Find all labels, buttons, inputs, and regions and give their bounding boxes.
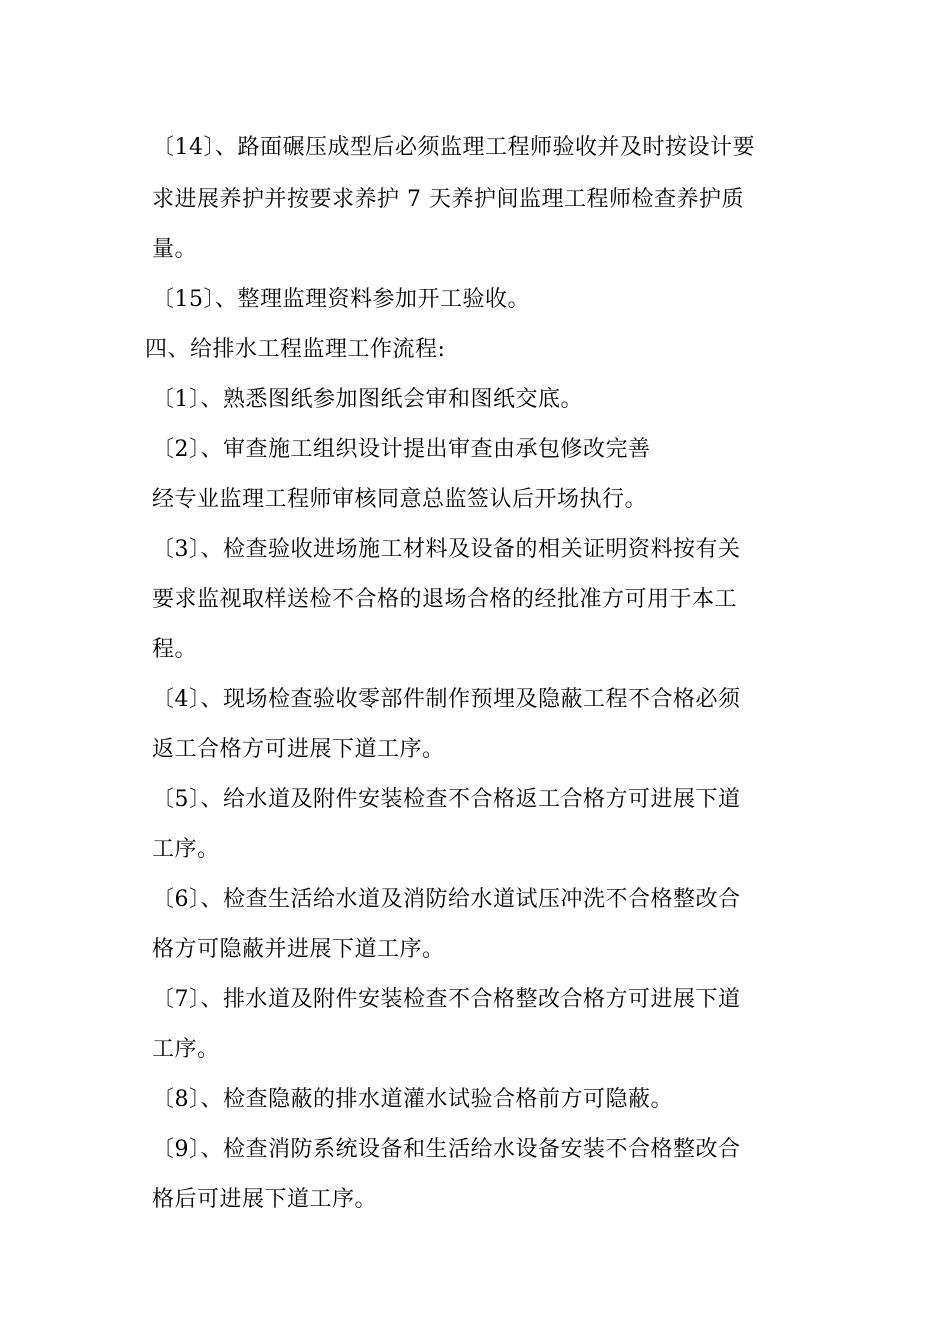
item-8-line-1: 〔8〕、检查隐蔽的排水道灌水试验合格前方可隐蔽。 bbox=[152, 1087, 673, 1112]
item-2-line-1: 〔2〕、审查施工组织设计提出审查由承包修改完善 bbox=[152, 437, 651, 462]
item-9-line-2: 格后可进展下道工序。 bbox=[152, 1187, 378, 1212]
item-4-line-1: 〔4〕、现场检查验收零部件制作预埋及隐蔽工程不合格必须 bbox=[152, 687, 741, 712]
paragraph-14-line-2: 求进展养护并按要求养护 7 天养护间监理工程师检查养护质 bbox=[152, 187, 744, 212]
item-3-line-3: 程。 bbox=[152, 637, 198, 662]
paragraph-14-line-1: 〔14〕、路面碾压成型后必须监理工程师验收并及时按设计要 bbox=[152, 135, 755, 160]
section-heading: 四、给排水工程监理工作流程: bbox=[145, 337, 446, 362]
item-5-line-1: 〔5〕、给水道及附件安装检查不合格返工合格方可进展下道 bbox=[152, 787, 741, 812]
item-6-line-1: 〔6〕、检查生活给水道及消防给水道试压冲洗不合格整改合 bbox=[152, 887, 741, 912]
item-1-line-1: 〔1〕、熟悉图纸参加图纸会审和图纸交底。 bbox=[152, 387, 583, 412]
paragraph-14-line-3: 量。 bbox=[152, 237, 198, 262]
item-5-line-2: 工序。 bbox=[152, 837, 220, 862]
paragraph-15-line-1: 〔15〕、整理监理资料参加开工验收。 bbox=[152, 287, 530, 312]
item-6-line-2: 格方可隐蔽并进展下道工序。 bbox=[152, 937, 445, 962]
item-3-line-1: 〔3〕、检查验收进场施工材料及设备的相关证明资料按有关 bbox=[152, 537, 741, 562]
item-7-line-1: 〔7〕、排水道及附件安装检查不合格整改合格方可进展下道 bbox=[152, 987, 741, 1012]
item-9-line-1: 〔9〕、检查消防系统设备和生活给水设备安装不合格整改合 bbox=[152, 1137, 741, 1162]
item-7-line-2: 工序。 bbox=[152, 1037, 220, 1062]
item-3-line-2: 要求监视取样送检不合格的退场合格的经批准方可用于本工 bbox=[152, 587, 738, 612]
item-4-line-2: 返工合格方可进展下道工序。 bbox=[152, 737, 445, 762]
item-2-line-2: 经专业监理工程师审核同意总监签认后开场执行。 bbox=[152, 487, 648, 512]
